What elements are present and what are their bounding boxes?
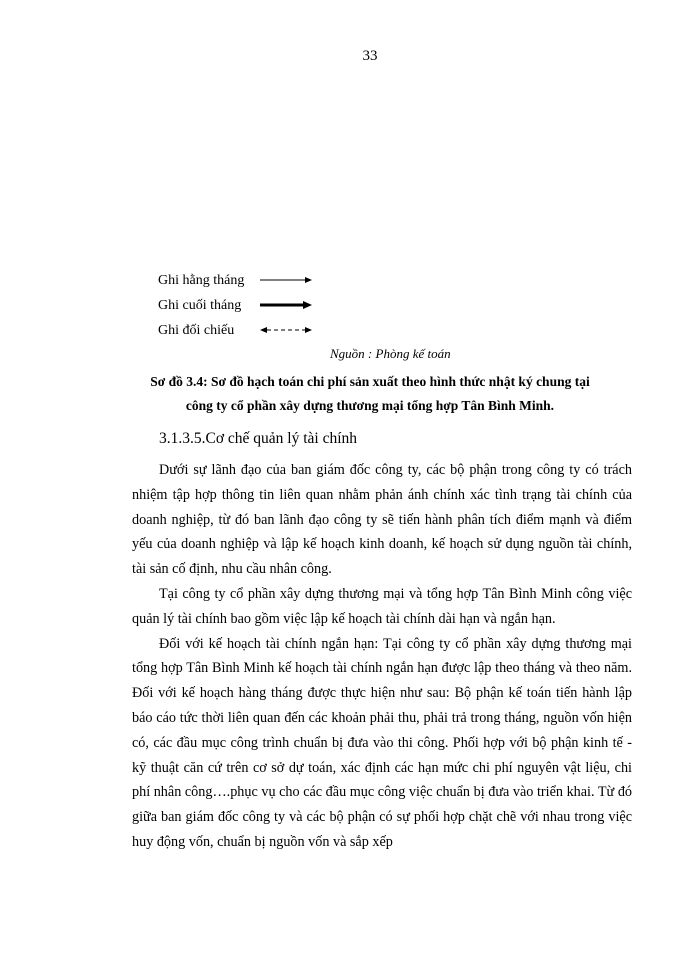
legend-label-reconciliation: Ghi đối chiếu xyxy=(158,323,235,338)
diagram-source: Nguồn : Phòng kế toán xyxy=(330,346,451,361)
paragraph: Dưới sự lãnh đạo của ban giám đốc công ty, các bộ phận trong công ty có trách nhiệm tập hợp thông tin liên quan nhằm phản ánh chính xác tình trạng tài chính của doanh nghiệp, từ đó ban lãnh đạo công ty sẽ tiến hành phân tích điểm mạnh và điểm yếu của doanh nghiệp và lập kế hoạch kinh doanh, kế hoạch sử dụng nguồn tài chính, tài sản cố định, nhu cầu nhân công. xyxy=(132,462,632,578)
dashed-double-arrow-icon xyxy=(260,325,312,335)
thick-solid-arrow-icon xyxy=(260,300,312,310)
paragraph: Tại công ty cổ phần xây dựng thương mại và tổng hợp Tân Bình Minh công việc quản lý tài chính bao gồm việc lập kế hoạch tài chính dài hạn và ngắn hạn. xyxy=(132,585,632,627)
section-heading: 3.1.3.5.Cơ chế quản lý tài chính xyxy=(159,430,358,447)
legend-label-month-end: Ghi cuối tháng xyxy=(158,298,242,313)
legend-item-monthly xyxy=(158,268,358,293)
legend-label-monthly: Ghi hằng tháng xyxy=(158,273,245,288)
diagram-legend xyxy=(158,268,358,343)
legend-item-month-end xyxy=(158,293,358,318)
page-number: 33 xyxy=(362,48,378,64)
thin-solid-arrow-icon xyxy=(260,275,312,285)
caption-line-1: Sơ đồ 3.4: Sơ đồ hạch toán chi phí sản xuất theo hình thức nhật ký chung tại xyxy=(150,374,590,389)
section-body xyxy=(132,458,632,855)
legend-item-reconciliation xyxy=(158,318,358,343)
caption-line-2: công ty cổ phần xây dựng thương mại tổng hợp Tân Bình Minh. xyxy=(185,398,555,413)
paragraph: Đối với kế hoạch tài chính ngắn hạn: Tại công ty cổ phần xây dựng thương mại tổng hợp Tân Bình Minh kế hoạch tài chính ngắn hạn được lập theo tháng và theo năm. Đối với kế hoạch hàng tháng được thực hiện như sau: Bộ phận kế toán tiến hành lập báo cáo tức thời liên quan đến các khoản phải thu, phải trả trong tháng, nguồn vốn hiện có, các đầu mục công trình chuẩn bị đưa vào thi công. Phối hợp với bộ phận kinh tế - kỹ thuật căn cứ trên cơ sở dự toán, xác định các hạn mức chi phí nguyên vật liệu, chi phí nhân công….phục vụ cho các đầu mục công việc chuẩn bị đưa vào triển khai. Từ đó giữa ban giám đốc công ty và các bộ phận có sự phối hợp chặt chẽ với nhau trong việc huy động vốn, chuẩn bị nguồn vốn và sắp xếp xyxy=(132,635,632,850)
diagram-caption xyxy=(150,370,590,418)
